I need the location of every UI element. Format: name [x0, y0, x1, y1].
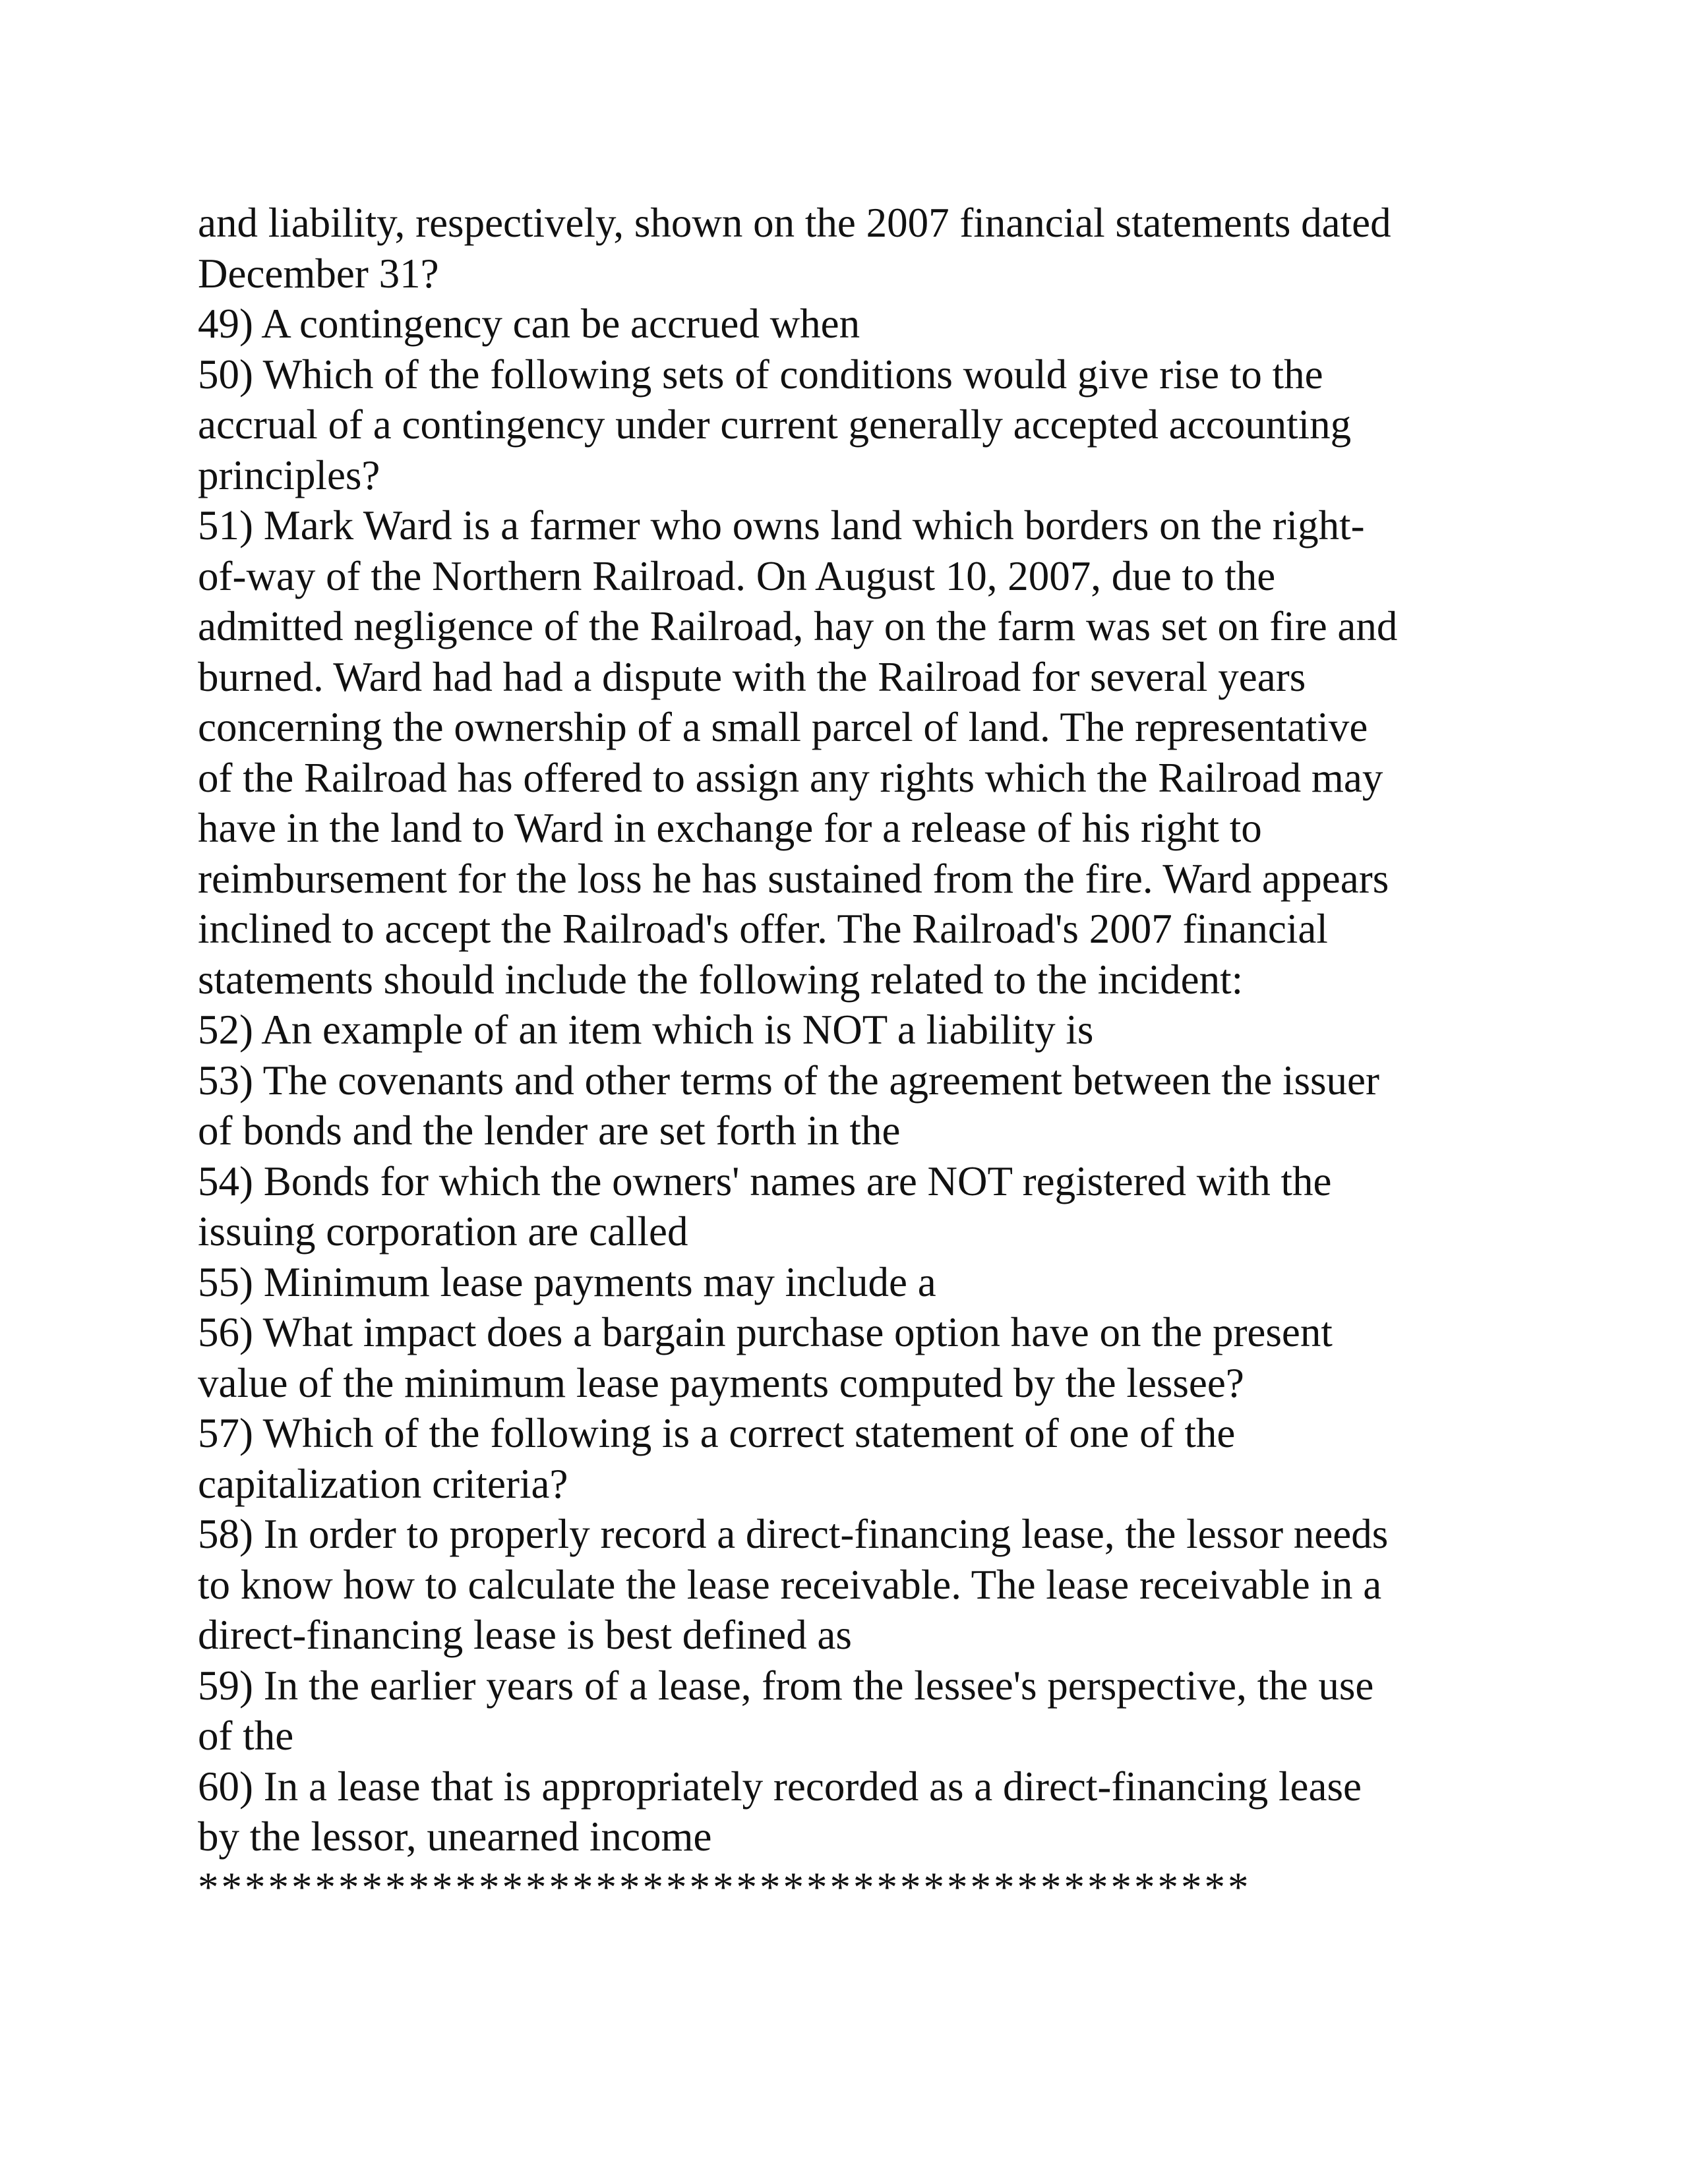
question-58: 58) In order to properly record a direct-financing lease, the lessor needs	[198, 1511, 1389, 1557]
text-line: principles?	[198, 452, 380, 498]
question-52: 52) An example of an item which is NOT a liability is	[198, 1007, 1094, 1053]
text-line: direct-financing lease is best defined as	[198, 1612, 852, 1658]
question-50: 50) Which of the following sets of conditions would give rise to the	[198, 351, 1323, 398]
text-line: statements should include the following related to the incident:	[198, 956, 1244, 1003]
text-line: December 31?	[198, 250, 439, 297]
text-line: of-way of the Northern Railroad. On August 10, 2007, due to the	[198, 552, 1276, 599]
text-line: concerning the ownership of a small parcel of land. The representative	[198, 704, 1368, 750]
question-57: 57) Which of the following is a correct statement of one of the	[198, 1410, 1236, 1456]
text-line: issuing corporation are called	[198, 1208, 688, 1254]
text-line: of bonds and the lender are set forth in the	[198, 1107, 901, 1154]
question-51: 51) Mark Ward is a farmer who owns land which borders on the right-	[198, 502, 1365, 548]
text-line: admitted negligence of the Railroad, hay on the farm was set on fire and	[198, 603, 1398, 649]
question-49: 49) A contingency can be accrued when	[198, 301, 860, 347]
question-54: 54) Bonds for which the owners' names are NOT registered with the	[198, 1158, 1332, 1204]
question-53: 53) The covenants and other terms of the agreement between the issuer	[198, 1057, 1379, 1104]
question-60: 60) In a lease that is appropriately recorded as a direct-financing lease	[198, 1763, 1362, 1810]
text-line: of the	[198, 1713, 294, 1759]
text-line: capitalization criteria?	[198, 1460, 568, 1507]
text-line: reimbursement for the loss he has sustained from the fire. Ward appears	[198, 855, 1389, 902]
text-line: and liability, respectively, shown on the 2007 financial statements dated	[198, 200, 1391, 246]
asterisk-divider: *********************************************	[198, 1864, 1251, 1910]
text-line: by the lessor, unearned income	[198, 1814, 712, 1860]
text-line: value of the minimum lease payments computed by the lessee?	[198, 1359, 1244, 1406]
question-55: 55) Minimum lease payments may include a	[198, 1258, 936, 1305]
question-56: 56) What impact does a bargain purchase option have on the present	[198, 1309, 1333, 1355]
text-line: inclined to accept the Railroad's offer. The Railroad's 2007 financial	[198, 906, 1328, 952]
text-line: to know how to calculate the lease receivable. The lease receivable in a	[198, 1561, 1382, 1608]
text-line: of the Railroad has offered to assign any rights which the Railroad may	[198, 754, 1383, 801]
text-line: burned. Ward had had a dispute with the Railroad for several years	[198, 653, 1306, 700]
document-body	[198, 198, 1490, 1912]
text-line: have in the land to Ward in exchange for a release of his right to	[198, 805, 1262, 851]
question-59: 59) In the earlier years of a lease, from the lessee's perspective, the use	[198, 1662, 1374, 1709]
text-line: accrual of a contingency under current generally accepted accounting	[198, 401, 1352, 448]
